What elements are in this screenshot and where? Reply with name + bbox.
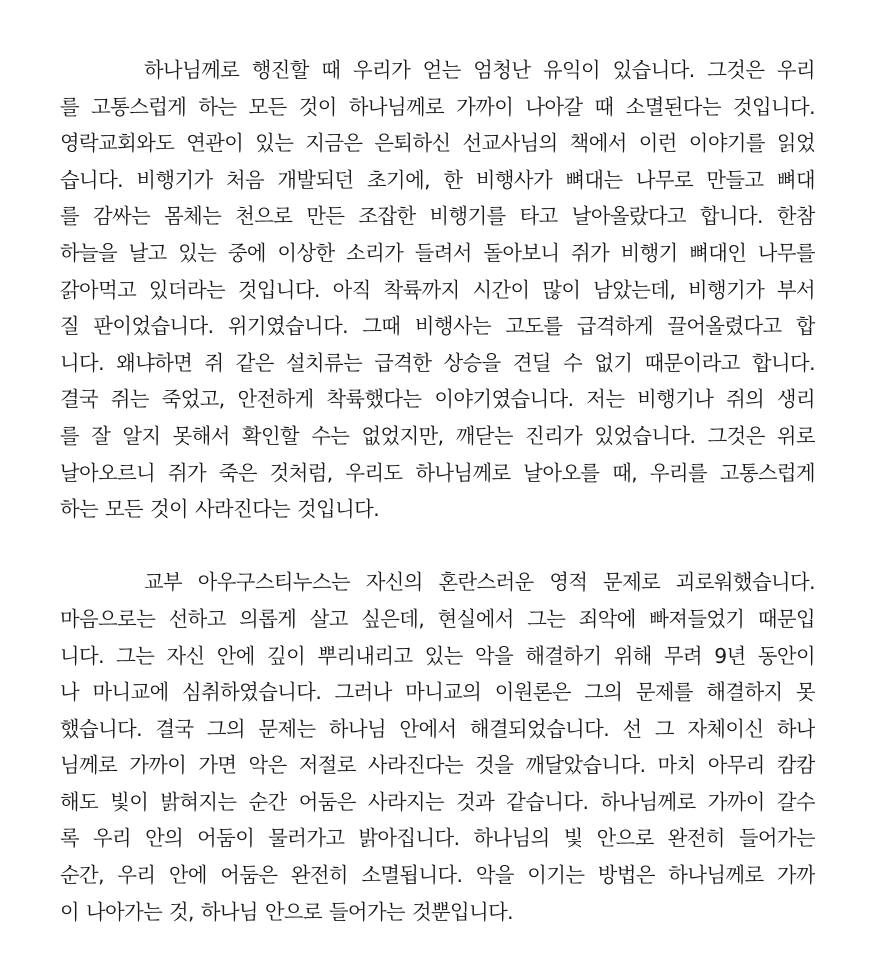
text-line: 하늘을 날고 있는 중에 이상한 소리가 들려서 돌아보니 쥐가 비행기 뼈대인 나무를 (60, 240, 815, 265)
text-line: 날아오르니 쥐가 죽은 것처럼, 우리도 하나님께로 날아오를 때, 우리를 고통스럽게 (60, 460, 815, 485)
text-line: 했습니다. 결국 그의 문제는 하나님 안에서 해결되었습니다. 선 그 자체이신 하나 (60, 716, 815, 741)
text-line: 를 고통스럽게 하는 모든 것이 하나님께로 가까이 나아갈 때 소멸된다는 것입니다. (60, 94, 815, 119)
text-line: 니다. 왜냐하면 쥐 같은 설치류는 급격한 상승을 견딜 수 없기 때문이라고 합니다. (60, 350, 815, 375)
document-page (60, 52, 815, 930)
text-line: 나 마니교에 심취하였습니다. 그러나 마니교의 이원론은 그의 문제를 해결하지 못 (60, 680, 815, 705)
text-line: 를 감싸는 몸체는 천으로 만든 조잡한 비행기를 타고 날아올랐다고 합니다. 한참 (60, 204, 815, 229)
text-line: 질 판이었습니다. 위기였습니다. 그때 비행사는 고도를 급격하게 끌어올렸다고 합 (60, 314, 815, 339)
text-line: 갉아먹고 있더라는 것입니다. 아직 착륙까지 시간이 많이 남았는데, 비행기가 부서 (60, 277, 815, 302)
paragraph-spacer (60, 528, 815, 565)
text-line: 순간, 우리 안에 어둠은 완전히 소멸됩니다. 악을 이기는 방법은 하나님께로 가까 (60, 863, 815, 888)
text-line: 결국 쥐는 죽었고, 안전하게 착륙했다는 이야기였습니다. 저는 비행기나 쥐의 생리 (60, 387, 815, 412)
paragraph-augustine (60, 564, 815, 930)
text-line: 님께로 가까이 가면 악은 저절로 사라진다는 것을 깨달았습니다. 마치 아무리 캄캄 (60, 753, 815, 778)
text-line: 영락교회와도 연관이 있는 지금은 은퇴하신 선교사님의 책에서 이런 이야기를 읽었 (60, 131, 815, 156)
text-line: 록 우리 안의 어둠이 물러가고 밝아집니다. 하나님의 빛 안으로 완전히 들어가는 (60, 826, 815, 851)
text-line: 를 잘 알지 못해서 확인할 수는 없었지만, 깨닫는 진리가 있었습니다. 그것은 위로 (60, 423, 815, 448)
text-line: 교부 아우구스티누스는 자신의 혼란스러운 영적 문제로 괴로워했습니다. (144, 570, 815, 595)
text-line: 하나님께로 행진할 때 우리가 얻는 엄청난 유익이 있습니다. 그것은 우리 (144, 58, 815, 82)
text-line: 니다. 그는 자신 안에 깊이 뿌리내리고 있는 악을 해결하기 위해 무려 9년 동안이 (60, 643, 815, 668)
text-line: 마음으로는 선하고 의롭게 살고 싶은데, 현실에서 그는 죄악에 빠져들었기 때문입 (60, 606, 815, 631)
text-line: 습니다. 비행기가 처음 개발되던 초기에, 한 비행사가 뼈대는 나무로 만들고 뼈대 (60, 167, 815, 192)
paragraph-ascend-to-god (60, 52, 815, 528)
text-line: 해도 빛이 밝혀지는 순간 어둠은 사라지는 것과 같습니다. 하나님께로 가까이 갈수 (60, 789, 815, 814)
text-line: 이 나아가는 것, 하나님 안으로 들어가는 것뿐입니다. (60, 899, 514, 924)
text-line: 하는 모든 것이 사라진다는 것입니다. (60, 497, 380, 522)
